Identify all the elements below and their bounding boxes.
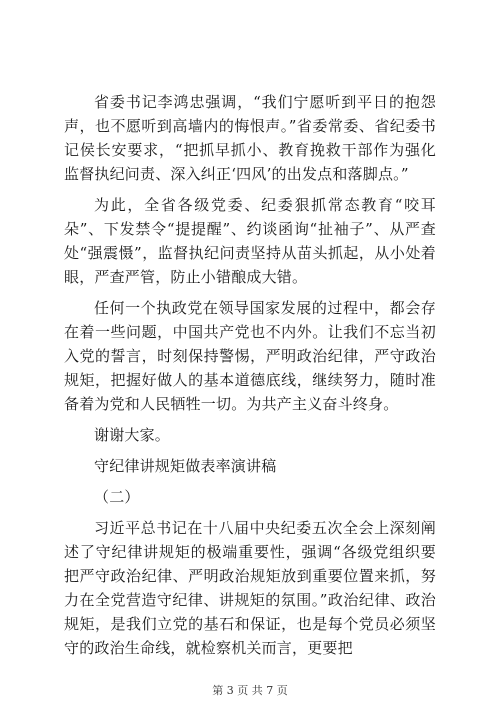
paragraph-oath: 任何一个执政党在领导国家发展的过程中，都会存在着一些问题，中国共产党也不内外。让我们不忘当初入党的誓言，时刻保持警惕，严明政治纪律，严守政治规矩，把握好做人的基本道德底线，继续努力，随时准备着为党和人民牺牲一切。为共产主义奋斗终身。 (64, 299, 436, 413)
page-footer: 第 3 页 共 7 页 (212, 684, 288, 697)
paragraph-final: 习近平总书记在十八届中央纪委五次全会上深刻阐述了守纪律讲规矩的极端重要性，强调“各级党组织要把严守政治纪律、严明政治规矩放到重要位置来抓，努力在全党营造守纪律、讲规矩的氛围。”政治纪律、政治规矩，是我们立党的基石和保证，也是每个党员必须坚守的政治生命线，就检察机关而言，更要把 (64, 519, 436, 657)
section-number: （二） (94, 488, 140, 506)
paragraph-measures: 为此，全省各级党委、纪委狠抓常态教育“咬耳朵”、下发禁令“提提醒”、约谈函询“扯袖子”、从严查处“强震慑”，监督执纪问责坚持从苗头抓起，从小处着眼，严查严管，防止小错酿成大错。 (64, 196, 436, 286)
paragraph-thanks: 谢谢大家。 (94, 426, 171, 444)
paragraph-quote: 省委书记李鸿忠强调，“我们宁愿听到平日的抱怨声，也不愿听到高墙内的悔恨声。”省委常委、省纪委书记侯长安要求，“把抓早抓小、教育挽救干部作为强化监督执纪问责、深入纠正‘四风’的出发点和落脚点。” (64, 93, 436, 183)
document-body (64, 90, 436, 667)
section-title: 守纪律讲规矩做表率演讲稿 (94, 457, 277, 475)
